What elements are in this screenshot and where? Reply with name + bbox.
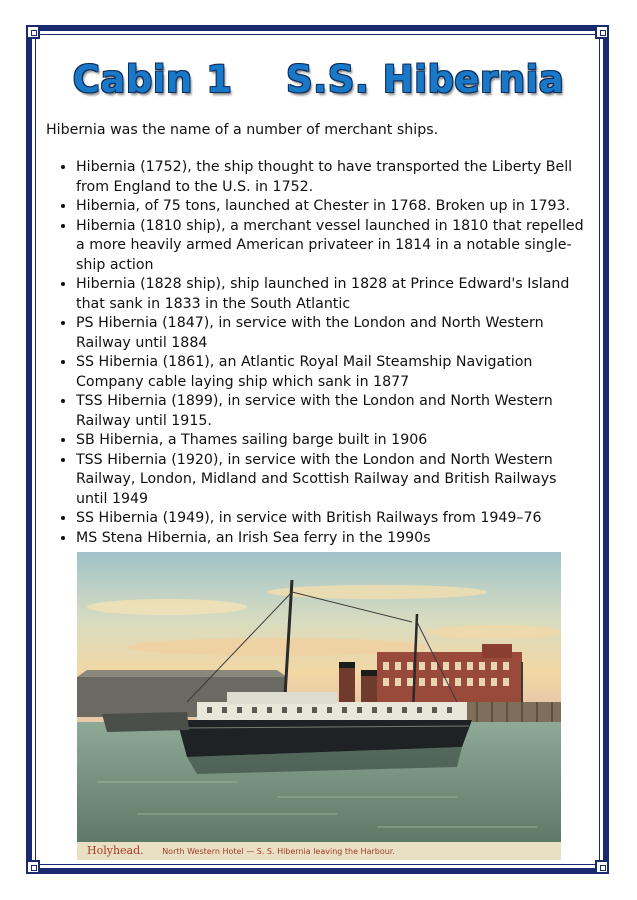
list-item: • SB Hibernia, a Thames sailing barge built in 1906 <box>76 431 591 451</box>
postcard-caption <box>77 842 561 860</box>
list-item: • Hibernia, of 75 tons, launched at Chester in 1768. Broken up in 1793. <box>76 197 591 217</box>
intro-text: Hibernia was the name of a number of merchant ships. <box>46 122 439 138</box>
list-item: • MS Stena Hibernia, an Irish Sea ferry in the 1990s <box>76 529 591 549</box>
hotel-building <box>377 644 522 712</box>
list-item: • TSS Hibernia (1899), in service with the London and North Western Railway until 1915. <box>76 392 591 431</box>
caption-text: North Western Hotel — S. S. Hibernia leaving the Harbour. <box>162 847 395 856</box>
postcard-illustration <box>77 552 561 842</box>
list-item: • TSS Hibernia (1920), in service with the London and North Western Railway, London, Midland and Scottish Railway and British Railways until 1949 <box>76 451 591 510</box>
corner-ornament-bottom-right <box>595 860 609 874</box>
corner-ornament-bottom-left <box>26 860 40 874</box>
list-item: • PS Hibernia (1847), in service with the London and North Western Railway until 1884 <box>76 314 591 353</box>
caption-place: Holyhead. <box>87 844 144 857</box>
list-item: • SS Hibernia (1861), an Atlantic Royal Mail Steamship Navigation Company cable laying ship which sank in 1877 <box>76 353 591 392</box>
page-title: Cabin 1 S.S. Hibernia <box>72 58 565 101</box>
ship-funnel <box>339 662 355 707</box>
list-item: • Hibernia (1752), the ship thought to have transported the Liberty Bell from England to the U.S. in 1752. <box>76 158 591 197</box>
list-item: • Hibernia (1810 ship), a merchant vessel launched in 1810 that repelled a more heavily armed American privateer in 1814 in a notable single-ship action <box>76 217 591 276</box>
list-item: • Hibernia (1828 ship), ship launched in 1828 at Prince Edward's Island that sank in 1833 in the South Atlantic <box>76 275 591 314</box>
list-item: • SS Hibernia (1949), in service with British Railways from 1949–76 <box>76 509 591 529</box>
corner-ornament-top-right <box>595 25 609 39</box>
corner-ornament-top-left <box>26 25 40 39</box>
ship-list <box>46 158 591 548</box>
harbour-postcard-image <box>77 552 561 860</box>
